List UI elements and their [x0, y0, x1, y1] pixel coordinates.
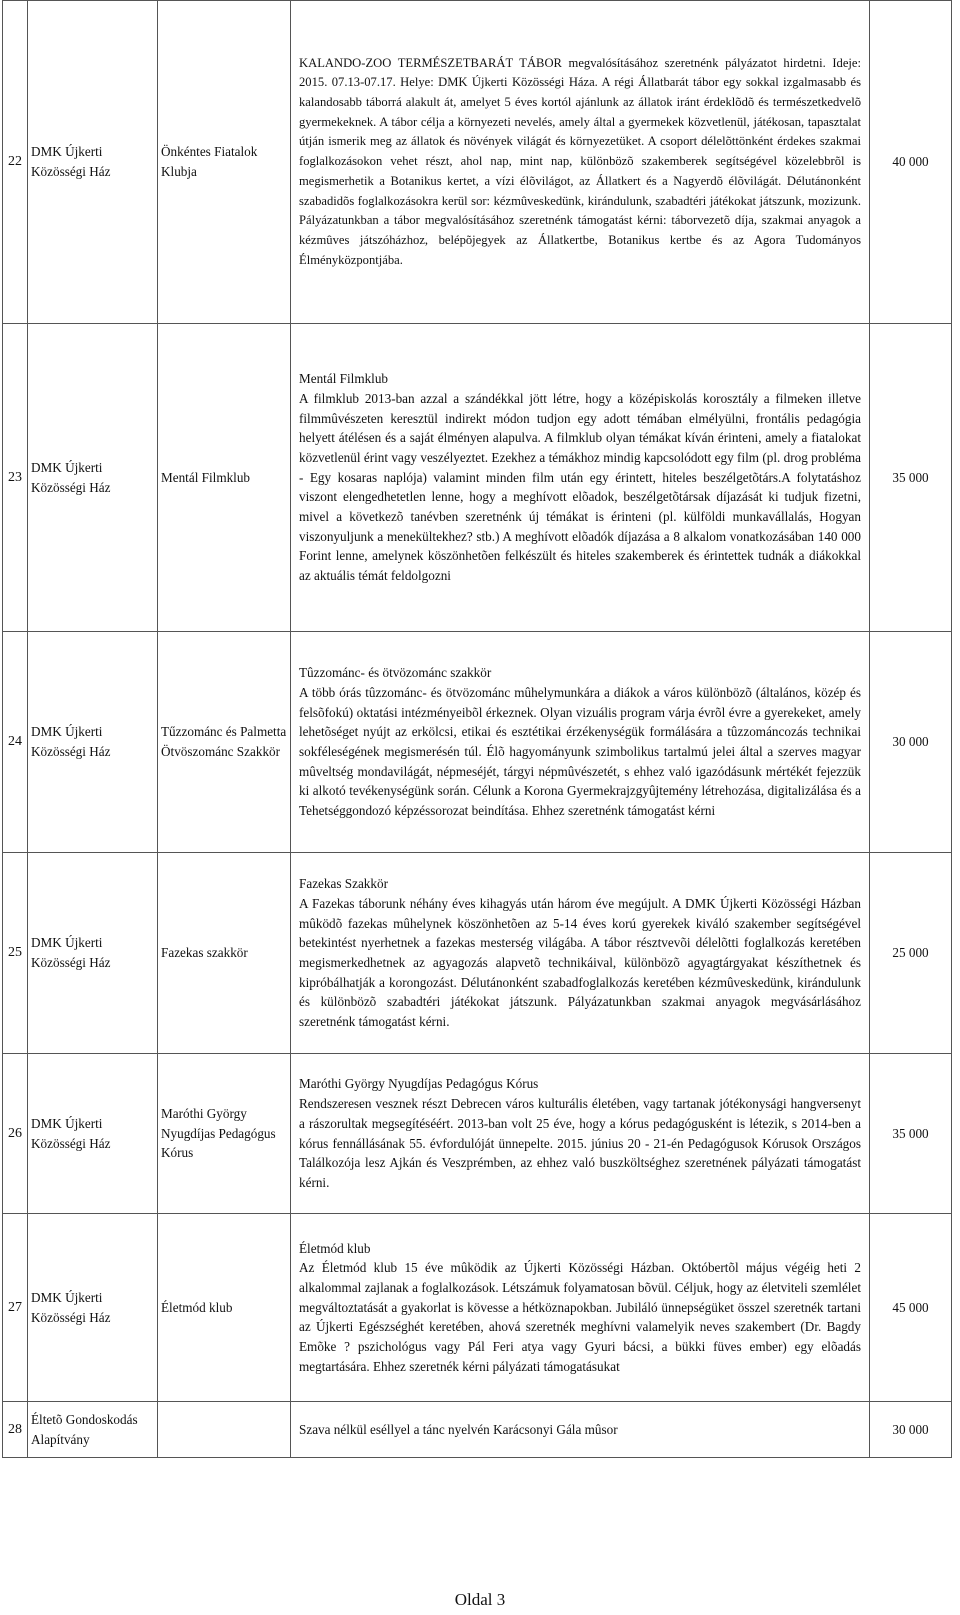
page-number: Oldal 3 — [454, 1590, 506, 1609]
table-row — [3, 324, 952, 632]
table-row — [3, 1214, 952, 1402]
organization-cell: DMK Újkerti Közösségi Ház — [28, 1, 158, 324]
grants-table — [2, 0, 952, 1458]
description-cell — [291, 632, 870, 853]
description-text: A filmklub 2013-ban azzal a szándékkal jött létre, hogy a középiskolás korosztály a filmeken illetve filmmûvészeten keresztül indirekt módon tudjon egy adott témában elmélyülni, frontális pedagógia helyett átélésen és a saját élményen alapulva. A filmklub olyan témákat kíván érinteni, amely a fiatalokat közvetlenül érint vagy veszélyeztet. Ezekhez a témákhoz mindig kapcsolódott egy film (pl. drog probléma - Egy kosaras naplója) valamint minden film után egy érintett, hiteles beszélgetõtárs.A folytatáshoz viszont elengedhetetlen lenne, hogy a meghívott elõadok, beszélgetõtársak díjazását ki tudjuk fizetni, mivel a következõ tanévben szeretnénk új témákat is érinteni (pl. külföldi munkavállalás, Hogyan viszonyuljunk a menekültekhez? stb.) A meghívott elõadók díjazása a 8 alkalom vonatkozásában 140 000 Forint lenne, amelynek köszönhetõen felkészült és hiteles szakemberek és érintettek tudnák a diákokkal az aktuális témát feldolgozni — [299, 390, 861, 584]
program-cell: Tűzzománc és Palmetta Ötvöszománc Szakkör — [158, 632, 291, 853]
row-number: 26 — [3, 1054, 28, 1214]
organization-cell: DMK Újkerti Közösségi Ház — [28, 324, 158, 632]
table-row — [3, 1402, 952, 1458]
description-text: Az Életmód klub 15 éve mûködik az Újkerti Közösségi Házban. Októbertõl május végéig heti 2 alkalommal zajlanak a foglalkozások. Létszámuk folyamatosan bõvül. Céljuk, hogy az életviteli szemlélet megváltoztatását a gyakorlat is kövesse a hétköznapokban. Jubiláló ünnepségüket összel szeretnék tartani az Újkerti Egészséghét keretében, ahová szeretnék meghívni valamelyik neves szakembert (Dr. Bagdy Emõke ? pszichológus vagy Pál Feri atya vagy Gyuri bácsi, a bükki füves ember) egy elõadás megtartására. Ehhez szeretnék kérni pályázati támogatásukat — [299, 1260, 861, 1374]
amount-cell: 30 000 — [870, 1402, 952, 1458]
description-text: KALANDO-ZOO TERMÉSZETBARÁT TÁBOR megvalósításához szeretnénk pályázatot hirdetni. Ideje: 2015. 07.13-07.17. Helye: DMK Újkerti Közösségi Háza. A régi Állatbarát tábor egy sokkal izgalmasabb és kalandosabb táborrá alakult át, amelyet 5 éves kortól ajánlunk az állatok iránt érdeklõdõ és természetkedvelõ gyermekeknek. A tábor célja a környezeti nevelés, amely által a gyermekek közvetlenül, játékosan, tapasztalat útján ismerik meg az állatok és növények világát és környezetüket. A csoport délelõttönként érdekes szakmai foglalkozásokon vehet részt, ahol nap, mint nap, különbözõ szakemberek segítségével közelebbrõl is megismerhetik a Botanikus kertet, a vízi élõvilágot, az Állatkert és a Nagyerdõ élõvilágát. Délutánonként szabadidõs foglalkozásokra kerül sor: kézmûveskedünk, kirándulunk, szabadtéri játékokat játszunk, mozizunk. Pályázatunkban a tábor megvalósításához szeretnénk támogatást kérni: táborvezetõ díja, szakmai anyagok a kézmûves játszóházhoz, belépõjegyek az Állatkertbe, Botanikus kertbe és az Agora Tudományos Élményközpontjába. — [299, 55, 861, 267]
description-cell — [291, 1214, 870, 1402]
amount-cell: 30 000 — [870, 632, 952, 853]
row-number: 24 — [3, 632, 28, 853]
row-number: 23 — [3, 324, 28, 632]
program-cell: Mentál Filmklub — [158, 324, 291, 632]
program-cell: Fazekas szakkör — [158, 853, 291, 1054]
description-cell — [291, 1054, 870, 1214]
description-title: Életmód klub — [299, 1240, 371, 1256]
description-text: Szava nélkül eséllyel a tánc nyelvén Karácsonyi Gála mûsor — [299, 1421, 618, 1437]
program-cell: Maróthi György Nyugdíjas Pedagógus Kórus — [158, 1054, 291, 1214]
description-title: Mentál Filmklub — [299, 371, 389, 387]
description-cell — [291, 1, 870, 324]
description-title: Tûzzománc- és ötvözománc szakkör — [299, 665, 492, 681]
organization-cell: DMK Újkerti Közösségi Ház — [28, 853, 158, 1054]
table-row — [3, 1, 952, 324]
organization-cell: DMK Újkerti Közösségi Ház — [28, 1214, 158, 1402]
description-cell — [291, 853, 870, 1054]
program-cell: Életmód klub — [158, 1214, 291, 1402]
description-text: Rendszeresen vesznek részt Debrecen város kulturális életében, vagy tartanak jótékonysági hangversenyt a rászorultak megsegítéséért. 2013-ban volt 25 éve, hogy a kórus pedagógusként is létezik, s 2014-ben a kórus fennállásának 55. évfordulóját ünnepelte. 2015. június 20 - 21-én Pedagógusok Kórusok Országos Találkozója lesz Ajkán és Veszprémben, az ehhez való buszköltséghez szeretnének pályázati támogatást kérni. — [299, 1096, 861, 1190]
description-text: A több órás tûzzománc- és ötvözománc mûhelymunkára a diákok a város különbözõ (általános, közép és felsõfokú) oktatási intézményeibõl érkeznek. Olyan vizuális program várja évrõl évre a gyerekeket, amely lehetõséget nyújt az erkölcsi, etikai és esztétikai érzékenységük formálására a tûzzománcozás technikai sokféleségének megismerésén túl. Élõ hagyományunk szimbolikus tartalmú jelei által a szerves magyar mûveltség mondavilágát, népmeséjét, tárgyi népmûvészetét, s ehhez való igazódásunk mértékét fejezzük ki alkotó tevékenységünk során. Célunk a Korona Gyermekrajzgyûjtemény létrehozása, digitalizálása és a Tehetséggondozó képzéssorozat beindítása. Ehhez szeretnénk támogatást kérni — [299, 684, 861, 819]
amount-cell: 35 000 — [870, 324, 952, 632]
description-cell — [291, 1402, 870, 1458]
organization-cell: DMK Újkerti Közösségi Ház — [28, 1054, 158, 1214]
amount-cell: 45 000 — [870, 1214, 952, 1402]
row-number: 28 — [3, 1402, 28, 1458]
amount-cell: 35 000 — [870, 1054, 952, 1214]
row-number: 25 — [3, 853, 28, 1054]
description-text: A Fazekas táborunk néhány éves kihagyás után három éve megújult. A DMK Újkerti Közösségi Házban mûködõ fazekas mûhelynek köszönhetõen az 5-14 éves korú gyerekek kiváló szakember segítségével betekintést nyerhetnek a fazekas mesterség világába. A tábor résztvevõi délelõtti foglalkozás keretében megismerkedhetnek az agyagozás alapvetõ technikáival, különbözõ agyagtárgyakat készíthetnek és kipróbálhatják a korongozást. Délutánonként szabadfoglalkozás keretében kézmûveskedünk, kirándulunk és különbözõ szabadtéri játékokat játszunk. Pályázatunkban szakmai anyagok megvásárlásához szeretnénk támogatást kérni. — [299, 895, 861, 1030]
table-row — [3, 1054, 952, 1214]
table-row — [3, 632, 952, 853]
amount-cell: 25 000 — [870, 853, 952, 1054]
row-number: 27 — [3, 1214, 28, 1402]
description-title: Maróthi György Nyugdíjas Pedagógus Kórus — [299, 1076, 539, 1092]
program-cell: Önkéntes Fiatalok Klubja — [158, 1, 291, 324]
description-cell — [291, 324, 870, 632]
amount-cell: 40 000 — [870, 1, 952, 324]
organization-cell: DMK Újkerti Közösségi Ház — [28, 632, 158, 853]
program-cell — [158, 1402, 291, 1458]
organization-cell: Éltetõ Gondoskodás Alapítvány — [28, 1402, 158, 1458]
description-title: Fazekas Szakkör — [299, 876, 388, 892]
row-number: 22 — [3, 1, 28, 324]
table-row — [3, 853, 952, 1054]
